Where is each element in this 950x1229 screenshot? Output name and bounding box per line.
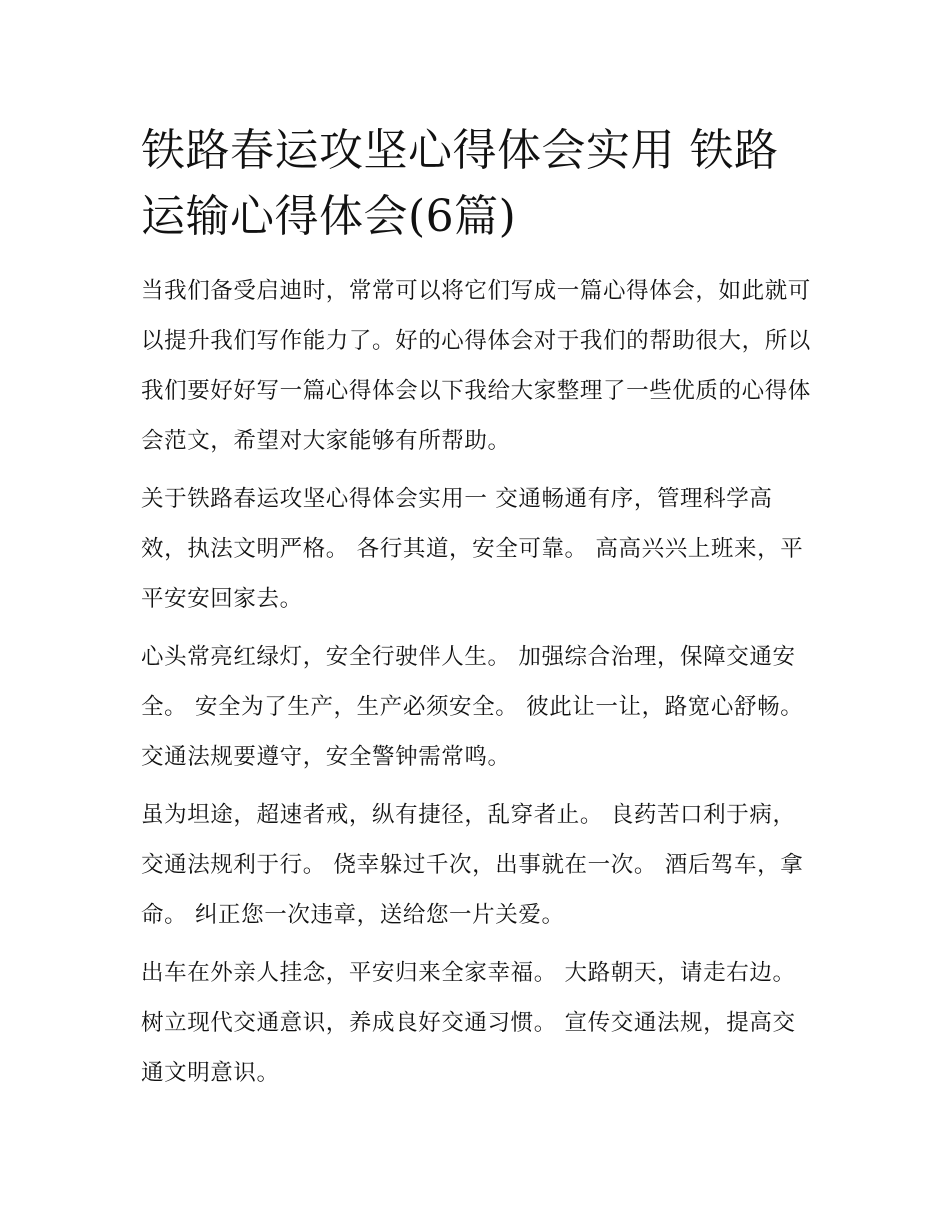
- body-paragraph-3: 虽为坦途，超速者戒，纵有捷径，乱穿者止。 良药苦口利于病，交通法规利于行。 侥幸躲过千次，出事就在一次。 酒后驾车，拿命。 纠正您一次违章，送给您一片关爱。: [141, 802, 804, 928]
- body-paragraph-2: 心头常亮红绿灯，安全行驶伴人生。 加强综合治理，保障交通安全。 安全为了生产，生产必须安全。 彼此让一让，路宽心舒畅。 交通法规要遵守，安全警钟需常鸣。: [141, 644, 804, 770]
- body-paragraph-4: 出车在外亲人挂念，平安归来全家幸福。 大路朝天，请走右边。 树立现代交通意识，养成良好交通习惯。 宣传交通法规，提高交通文明意识。: [141, 960, 796, 1086]
- document-title: 铁路春运攻坚心得体会实用 铁路运输心得体会(6篇): [141, 125, 779, 242]
- body-paragraph-1: 关于铁路春运攻坚心得体会实用一 交通畅通有序，管理科学高效，执法文明严格。 各行其道，安全可靠。 高高兴兴上班来，平平安安回家去。: [141, 486, 804, 612]
- intro-paragraph: 当我们备受启迪时，常常可以将它们写成一篇心得体会，如此就可以提升我们写作能力了。好的心得体会对于我们的帮助很大，所以我们要好好写一篇心得体会以下我给大家整理了一些优质的心得体会范文，希望对大家能够有所帮助。: [141, 278, 811, 454]
- document-body: [141, 118, 817, 1106]
